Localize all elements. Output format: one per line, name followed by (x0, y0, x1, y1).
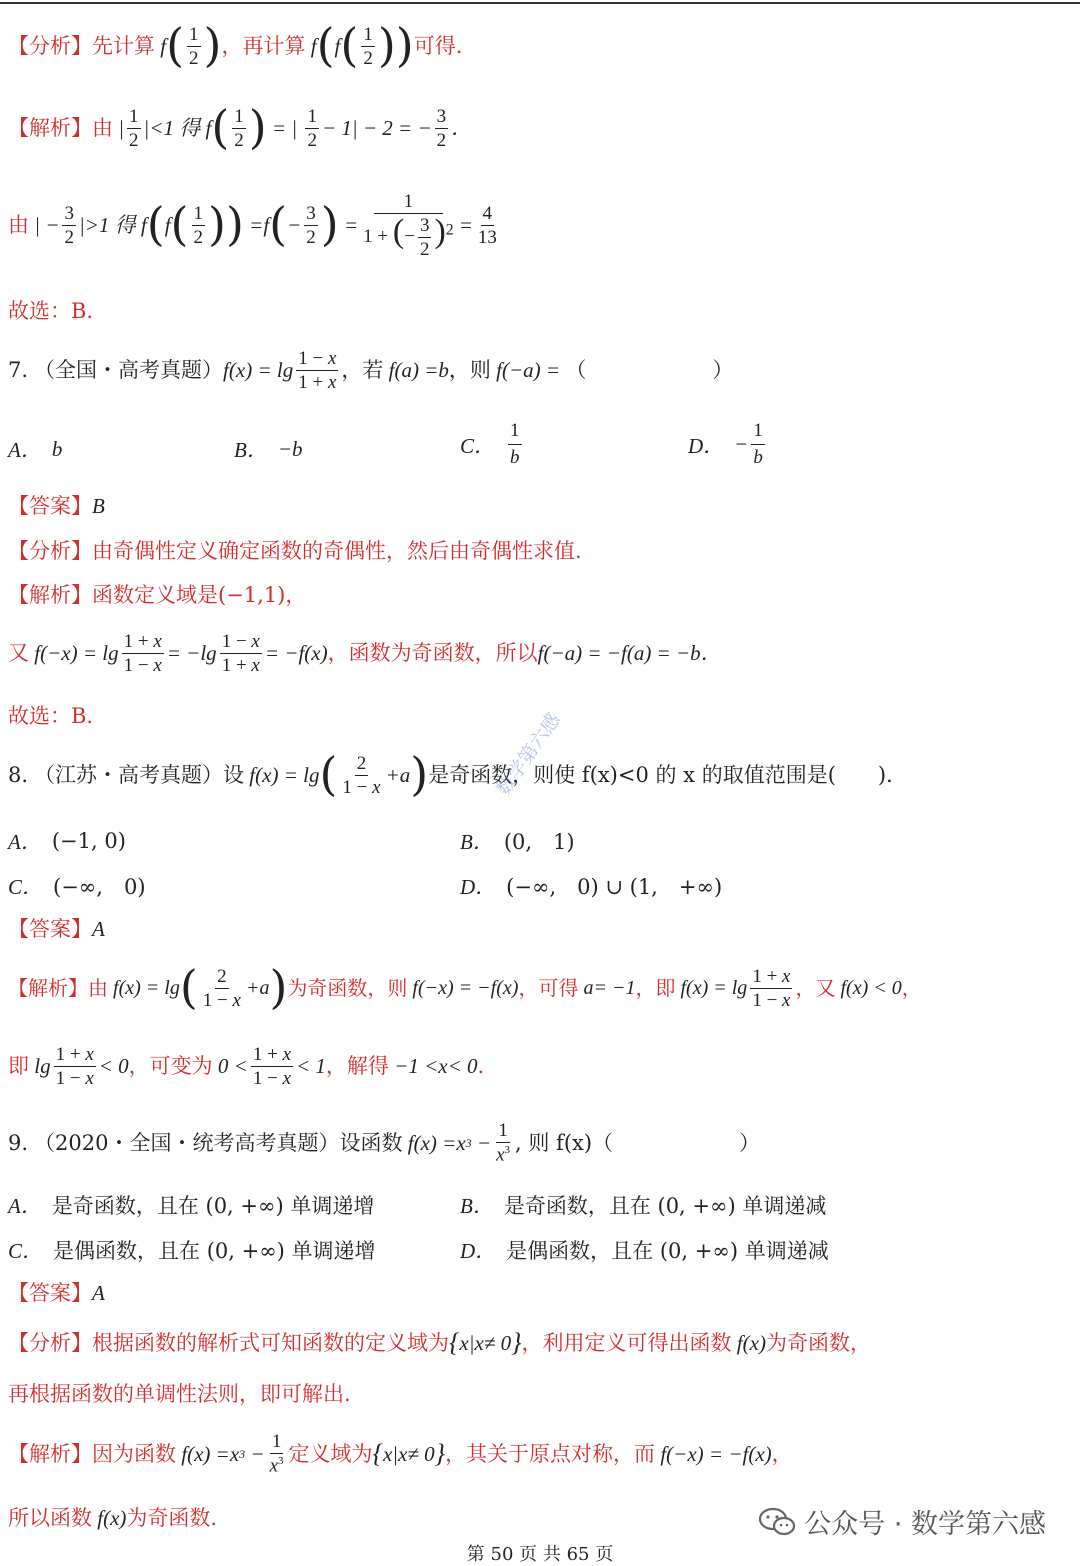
q9-options-row2 (8, 1235, 1072, 1261)
q7-stem: 7. （全国・高考真题） f ( x ) = lg $\frac{1 - x}{1 + x}$ ，若 f ( a ) = b ，则 f (− a ) = （ ） (8, 347, 734, 393)
p6-solution: 【解析】 由 | $\frac{1}{2}$ | <1 得 f ( $\frac{1}{2}$ ) = | $\frac{1}{2}$ − 1| − 2 = − $\frac{3}{2}$ ． (8, 100, 473, 155)
p6-pick: 故选：B. (8, 298, 94, 323)
q8-option-c[interactable]: C． (−∞, 0) (8, 875, 146, 899)
q8-solution-2: 即 lg $\frac{1 + x}{1 - x}$ < 0 ，可变为 0 < $\frac{1 + x}{1 - x}$ < 1 ，解得 −1 < x < 0 . (8, 1043, 485, 1089)
q9-analysis-2: 再根据函数的单调性法则，即可解出. (8, 1381, 351, 1406)
q8-stem: 8. （江苏・高考真题）设 f ( x ) = lg ( $\frac{2}{1 - x}$ + a ) 是奇函数，则使 f(x)<0 的 x 的取值范围是( )． (8, 747, 908, 802)
q9-answer: 【答案】 A (8, 1280, 105, 1305)
q8-options-row1 (8, 826, 1072, 852)
q8-option-b[interactable]: B． (0, 1) (460, 830, 575, 854)
q9-options-row1 (8, 1190, 1072, 1216)
q7-answer: 【答案】 B (8, 493, 105, 518)
q8-option-d[interactable]: D． (−∞, 0) ∪ (1, +∞) (460, 875, 723, 899)
q7-option-d[interactable]: D． − $\frac{1}{b}$ (688, 420, 763, 468)
q9-option-a[interactable]: A． 是奇函数，且在 (0, +∞) 单调递增 (8, 1194, 375, 1218)
q9-solution-2: 所以函数 f ( x ) 为奇函数. (8, 1505, 218, 1530)
q9-solution-1: 【解析】 因为函数 f ( x ) = x 3 − $\frac{1}{x^3}$ 定义域为 { x | x ≠ 0 } ，其关于原点对称，而 f (− x ) = − f ( x ) ， (8, 1431, 793, 1477)
wechat-icon (758, 1507, 796, 1537)
q9-option-d[interactable]: D． 是偶函数，且在 (0, +∞) 单调递减 (460, 1239, 829, 1263)
wechat-watermark (758, 1502, 1046, 1541)
p6-step2: 由 | − $\frac{3}{2}$ | >1 得 f ( f ( $\frac{1}{2}$ )) = f ( − $\frac{3}{2}$ ) = 1 1 + (− $\frac{3}{2}$ )$^2$ = $\frac{4}{13}$ (8, 190, 497, 260)
q9-stem: 9. （2020・全国・统考高考真题）设函数 f ( x ) = x 3 − $\frac{1}{x^3}$ , 则 f(x)（ ） (8, 1120, 761, 1166)
q8-solution-1: 【解析】 由 f ( x ) = lg ( $\frac{2}{1 - x}$ + a ) 为奇函数，则 f (− x ) = − f ( x ) ，可得 a = −1 ，即 f ( x ) = lg $\frac{1 + x}{1 - x}$ ，又 f ( x ) < 0 ， (8, 960, 922, 1015)
q7-option-b[interactable]: B． −b (234, 436, 303, 462)
page-footer: 第 50 页 共 65 页 (466, 1544, 614, 1565)
p6-analysis: 【分析】 先计算 f ( $\frac{1}{2}$ ) ，再计算 f ( f ( $\frac{1}{2}$ )) 可得. (8, 18, 463, 73)
watermark-text: 公众号 · 数学第六感 (804, 1509, 1046, 1540)
q7-solution-1: 【解析】 函数定义域是(−1,1)， (8, 582, 307, 607)
q9-option-c[interactable]: C． 是偶函数，且在 (0, +∞) 单调递增 (8, 1239, 376, 1263)
q9-analysis-1: 【分析】 根据函数的解析式可知函数的定义域为 { x | x ≠ 0 } ，利用定义可得出函数 f ( x ) 为奇函数， (8, 1328, 871, 1357)
q7-option-c[interactable]: C． $\frac{1}{b}$ (460, 420, 520, 468)
q8-option-a[interactable]: A． (−1, 0) (8, 829, 126, 854)
q7-pick: 故选：B. (8, 703, 94, 728)
q7-option-a[interactable]: A． b (8, 436, 63, 462)
diagonal-watermark: 数学第六感 (492, 709, 565, 800)
q8-options-row2 (8, 871, 1072, 897)
q8-answer: 【答案】 A (8, 916, 105, 941)
top-rule (0, 2, 1080, 4)
q9-option-b[interactable]: B． 是奇函数，且在 (0, +∞) 单调递减 (460, 1194, 827, 1218)
q7-analysis: 【分析】 由奇偶性定义确定函数的奇偶性，然后由奇偶性求值. (8, 538, 582, 563)
q7-options (8, 420, 1072, 472)
q7-solution-2: 又 f (− x ) = lg $\frac{1 + x}{1 - x}$ = −lg $\frac{1 - x}{1 + x}$ = − f ( x ) ，函数为奇函数，所以 f (− a ) = − f ( a ) = − b ． (8, 630, 722, 676)
